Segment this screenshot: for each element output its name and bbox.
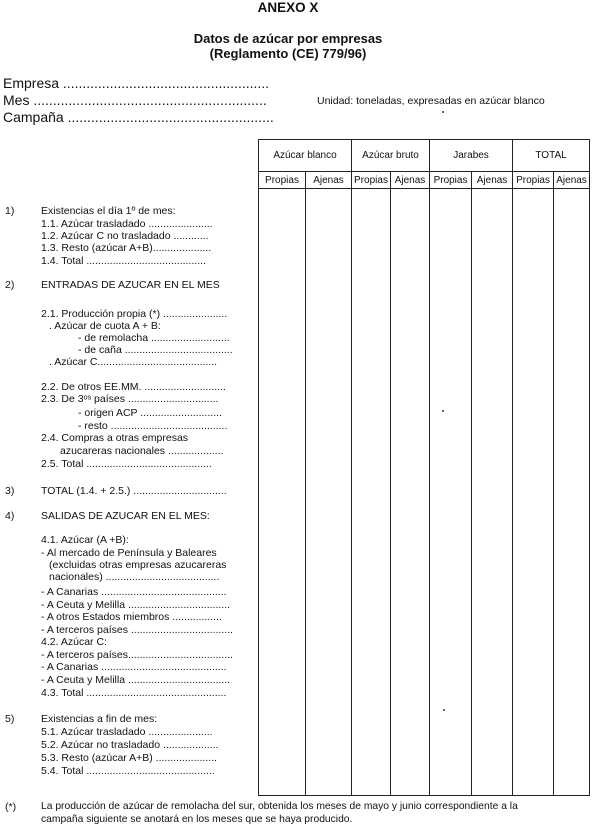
row-label: Existencias el día 1º de mes:: [41, 205, 176, 217]
row-label: . Azúcar de cuota A + B:: [49, 320, 161, 332]
subheader-cell: Ajenas: [391, 172, 430, 189]
row-label: - origen ACP ............................: [78, 407, 222, 419]
row-label: - de caña .....................................: [78, 344, 233, 356]
row-label: nacionales) .......................................: [49, 571, 220, 583]
row-label: 2.4. Compras a otras empresas: [41, 432, 189, 444]
row-label: azucareras nacionales ...................: [60, 445, 224, 457]
data-column[interactable]: [352, 189, 391, 796]
data-column[interactable]: [554, 189, 590, 796]
field-mes: Mes ............................................................: [3, 92, 267, 108]
annex-label: ANEXO X: [257, 0, 319, 15]
subheader-cell: Ajenas: [472, 172, 513, 189]
row-label: Existencias a fin de mes:: [41, 713, 158, 725]
group-azucar-bruto: Azúcar bruto: [352, 140, 430, 172]
row-label: 4.1. Azúcar (A +B):: [41, 534, 129, 546]
row-label: 2.3. De 3ᵒˢ países ...............................: [41, 393, 219, 405]
subheader-cell: Propias: [513, 172, 554, 189]
group-jarabes: Jarabes: [430, 140, 513, 172]
row-label: - resto ........................................: [78, 420, 228, 432]
row-label: 5.4. Total ............................................: [41, 765, 215, 777]
section-number: 5): [5, 713, 15, 725]
data-grid: [258, 139, 590, 796]
field-campana: Campaña .....................................................: [3, 109, 274, 125]
subheader-cell: Propias: [259, 172, 306, 189]
row-label: 4.3. Total ................................................: [41, 687, 227, 699]
row-label: 1.2. Azúcar C no trasladado ............: [41, 230, 209, 242]
footnote-line: campaña siguiente se anotará en los meses que se haya producido.: [41, 814, 353, 825]
row-label: - A terceros países....................................: [41, 649, 233, 661]
data-column[interactable]: [306, 189, 352, 796]
section-number: 2): [5, 279, 15, 291]
row-label: - A Canarias ...........................................: [41, 586, 227, 598]
section-number: 4): [5, 510, 15, 522]
data-column[interactable]: [259, 189, 306, 796]
row-label: - A terceros países ...................................: [41, 624, 233, 636]
row-label: SALIDAS DE AZUCAR EN EL MES:: [41, 510, 210, 522]
row-label: (excluidas otras empresas azucareras: [49, 559, 227, 571]
data-column[interactable]: [391, 189, 430, 796]
footnote-line: La producción de azúcar de remolacha del sur, obtenida los meses de mayo y junio correspondiente a la: [41, 801, 518, 812]
footnote-marker: (*): [5, 801, 17, 813]
row-label: ENTRADAS DE AZUCAR EN EL MES: [41, 279, 220, 291]
row-label: 5.3. Resto (azúcar A+B) .....................: [41, 752, 217, 764]
page-title: Datos de azúcar por empresas: [193, 31, 383, 46]
row-label: 5.1. Azúcar trasladado ......................: [41, 726, 213, 738]
data-column[interactable]: [513, 189, 554, 796]
row-label: 2.1. Producción propia (*) ......................: [41, 308, 228, 320]
row-label: 5.2. Azúcar no trasladado ...................: [41, 739, 219, 751]
section-number: 1): [5, 205, 15, 217]
data-column[interactable]: [430, 189, 472, 796]
row-label: 4.2. Azúcar C:: [41, 636, 107, 648]
row-label: 1.3. Resto (azúcar A+B)....................: [41, 242, 212, 254]
field-empresa: Empresa .....................................................: [3, 75, 270, 91]
row-label: - de remolacha ...........................: [78, 332, 230, 344]
data-column[interactable]: [472, 189, 513, 796]
row-label: - A otros Estados miembros .................: [41, 611, 222, 623]
subheader-cell: Ajenas: [306, 172, 352, 189]
group-azucar-blanco: Azúcar blanco: [259, 140, 352, 172]
subheader-cell: Ajenas: [554, 172, 590, 189]
subheader-cell: Propias: [430, 172, 472, 189]
subheader-cell: Propias: [352, 172, 391, 189]
speck: [442, 410, 444, 412]
speck: [442, 111, 444, 113]
row-label: 1.1. Azúcar trasladado ......................: [41, 218, 213, 230]
speck: [443, 709, 445, 711]
row-label: - Al mercado de Península y Baleares: [41, 547, 217, 559]
unit-note: Unidad: toneladas, expresadas en azúcar blanco: [317, 95, 545, 107]
row-label: - A Ceuta y Melilla ...................................: [41, 599, 231, 611]
row-label: 2.2. De otros EE.MM. ............................: [41, 381, 226, 393]
row-label: 1.4. Total .........................................: [41, 255, 206, 267]
row-label: 2.5. Total ...........................................: [41, 458, 212, 470]
row-label: - A Ceuta y Melilla ...................................: [41, 674, 231, 686]
row-label: . Azúcar C.........................................: [49, 356, 218, 368]
page-subtitle: (Reglamento (CE) 779/96): [209, 46, 367, 61]
group-total: TOTAL: [513, 140, 590, 172]
section-number: 3): [5, 485, 15, 497]
row-label: TOTAL (1.4. + 2.5.) ................................: [41, 485, 227, 497]
row-label: - A Canarias ...........................................: [41, 661, 227, 673]
